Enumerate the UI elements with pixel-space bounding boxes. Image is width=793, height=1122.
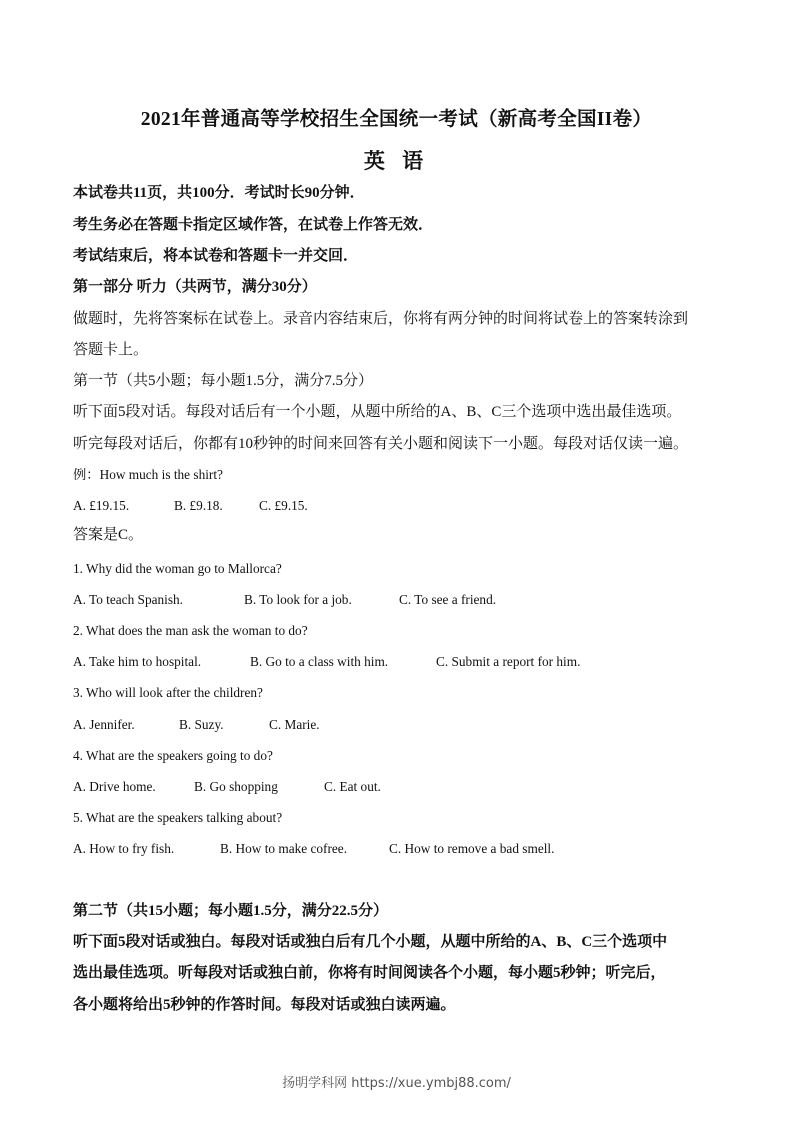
question-5: 5. What are the speakers talking about? xyxy=(73,810,283,825)
question-4: 4. What are the speakers going to do? xyxy=(73,748,273,763)
question-4-options xyxy=(73,780,381,793)
subject-heading: 英 语 xyxy=(363,149,430,173)
example-options xyxy=(73,499,308,512)
question-3: 3. Who will look after the children? xyxy=(73,685,263,700)
option-b: B. How to make cofree. xyxy=(220,841,348,856)
option-c: C. To see a friend. xyxy=(399,592,497,607)
question-5-options xyxy=(73,842,554,855)
section2-instruction-line: 各小题将给出5秒钟的作答时间。每段对话或独白读两遍。 xyxy=(73,997,456,1013)
instruction-line: 考试结束后，将本试卷和答题卡一并交回． xyxy=(73,248,359,264)
question-1-options xyxy=(73,593,496,606)
option-a: A. Drive home. xyxy=(73,779,156,794)
section1-instruction-line: 听下面5段对话。每段对话后有一个小题，从题中所给的A、B、C三个选项中选出最佳选项。 xyxy=(73,404,682,420)
question-1: 1. Why did the woman go to Mallorca? xyxy=(73,561,282,576)
question-2-options xyxy=(73,655,580,668)
option-c: C. Marie. xyxy=(269,717,320,732)
part1-intro-line: 答题卡上。 xyxy=(73,342,149,358)
question-3-options xyxy=(73,718,320,731)
part1-intro-line: 做题时，先将答案标在试卷上。录音内容结束后，你将有两分钟的时间将试卷上的答案转涂到 xyxy=(73,311,689,327)
section2-instruction-line: 听下面5段对话或独白。每段对话或独白后有几个小题，从题中所给的A、B、C三个选项中 xyxy=(73,934,668,950)
option-a: A. £19.15. xyxy=(73,498,130,513)
example-question: 例：How much is the shirt? xyxy=(73,467,223,482)
option-a: A. Take him to hospital. xyxy=(73,654,202,669)
option-a: A. How to fry fish. xyxy=(73,841,175,856)
section2-heading: 第二节（共15小题；每小题1.5分，满分22.5分） xyxy=(73,903,389,919)
example-answer: 答案是C。 xyxy=(73,527,144,543)
option-a: A. To teach Spanish. xyxy=(73,592,183,607)
instruction-line: 本试卷共11页，共100分．考试时长90分钟． xyxy=(73,185,365,201)
option-a: A. Jennifer. xyxy=(73,717,135,732)
option-b: B. To look for a job. xyxy=(244,592,352,607)
section1-heading: 第一节（共5小题；每小题1.5分，满分7.5分） xyxy=(73,373,374,389)
instruction-line: 考生务必在答题卡指定区域作答，在试卷上作答无效． xyxy=(73,217,434,233)
option-c: C. Eat out. xyxy=(324,779,381,794)
option-b: B. Go to a class with him. xyxy=(250,654,389,669)
option-c: C. £9.15. xyxy=(259,498,308,513)
option-b: B. Go shopping xyxy=(194,779,278,794)
footer-watermark: 扬明学科网 https://xue.ymbj88.com/ xyxy=(282,1076,511,1091)
section2-instruction-line: 选出最佳选项。听每段对话或独白前，你将有时间阅读各个小题，每小题5秒钟；听完后， xyxy=(73,965,666,981)
option-c: C. Submit a report for him. xyxy=(436,654,581,669)
section1-instruction-line: 听完每段对话后，你都有10秒钟的时间来回答有关小题和阅读下一小题。每段对话仅读一遍。 xyxy=(73,436,689,452)
question-2: 2. What does the man ask the woman to do? xyxy=(73,623,308,638)
page-title: 2021年普通高等学校招生全国统一考试（新高考全国II卷） xyxy=(140,109,653,130)
option-b: B. Suzy. xyxy=(179,717,224,732)
part1-heading: 第一部分 听力（共两节，满分30分） xyxy=(73,279,317,295)
option-c: C. How to remove a bad smell. xyxy=(389,841,555,856)
option-b: B. £9.18. xyxy=(174,498,223,513)
